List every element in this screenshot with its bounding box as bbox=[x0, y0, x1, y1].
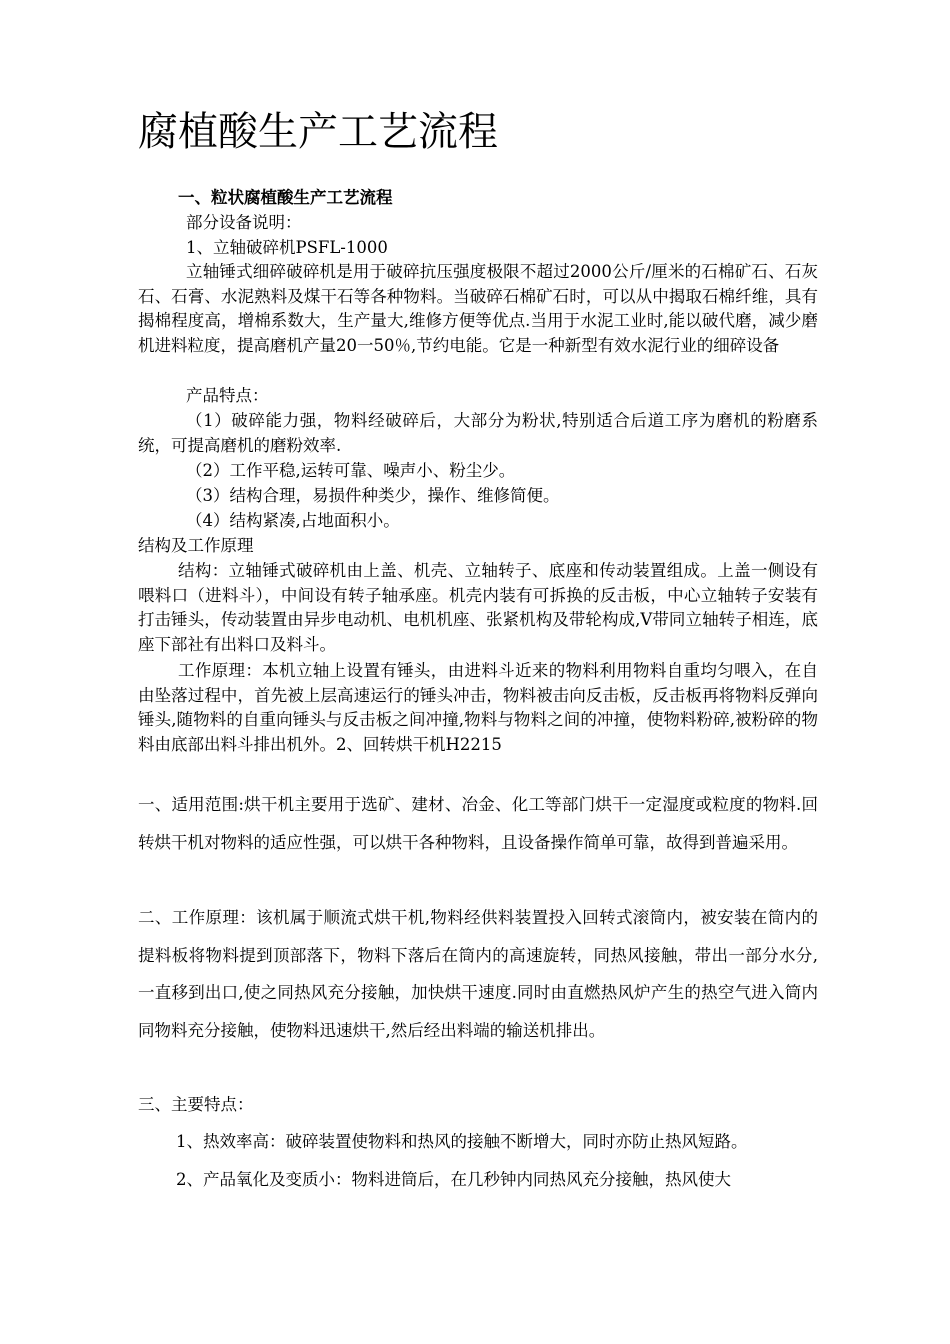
machine-heading: 1、立轴破碎机PSFL-1000 bbox=[186, 238, 388, 257]
page-title: 腐植酸生产工艺流程 bbox=[138, 109, 498, 155]
dryer-features-heading: 三、主要特点： bbox=[138, 1095, 254, 1114]
dryer-scope-paragraph: 一、适用范围:烘干机主要用于选矿、建材、冶金、化工等部门烘干一定湿度或粒度的物料.回转烘干机对物料的适应性强，可以烘干各种物料，且设备操作简单可靠，故得到普遍采用。 bbox=[138, 795, 818, 852]
feature-item: （1）破碎能力强，物料经破碎后，大部分为粉状,特别适合后道工序为磨机的粉磨系统，可提高磨机的磨粉效率. bbox=[138, 411, 818, 455]
structure-paragraph: 结构：立轴锤式破碎机由上盖、机壳、立轴转子、底座和传动装置组成。上盖一侧设有喂料口（进料斗），中间设有转子轴承座。机壳内装有可拆换的反击板，中心立轴转子安装有打击锤头，传动装置由异步电动机、电机机座、张紧机构及带轮构成,V带同立轴转子相连，底座下部社有出料口及料斗。 bbox=[138, 561, 818, 654]
equipment-intro: 部分设备说明： bbox=[186, 213, 302, 232]
structure-heading: 结构及工作原理 bbox=[138, 536, 254, 555]
feature-item: （4）结构紧凑,占地面积小。 bbox=[186, 511, 400, 530]
dryer-principle-paragraph: 二、工作原理：该机属于顺流式烘干机,物料经供料装置投入回转式滚筒内，被安装在筒内的提料板将物料提到顶部落下，物料下落后在筒内的高速旋转，同热风接触，带出一部分水分,一直移到出口,使之同热风充分接触，加快烘干速度.同时由直燃热风炉产生的热空气进入筒内同物料充分接触，使物料迅速烘干,然后经出料端的输送机排出。 bbox=[138, 908, 818, 1040]
dryer-feature-item: 1、热效率高：破碎装置使物料和热风的接触不断增大，同时亦防止热风短路。 bbox=[176, 1132, 748, 1151]
feature-item: （2）工作平稳,运转可靠、噪声小、粉尘少。 bbox=[186, 461, 516, 480]
feature-item: （3）结构合理，易损件种类少，操作、维修简便。 bbox=[186, 486, 560, 505]
section-heading: 一、粒状腐植酸生产工艺流程 bbox=[178, 188, 393, 207]
principle-paragraph: 工作原理：本机立轴上设置有锤头，由进料斗近来的物料利用物料自重均匀喂入，在自由坠落过程中，首先被上层高速运行的锤头冲击，物料被击向反击板，反击板再将物料反弹向锤头,随物料的自重向锤头与反击板之间冲撞,物料与物料之间的冲撞，使物料粉碎,被粉碎的物料由底部出料斗排出机外。2、回转烘干机H2215 bbox=[138, 661, 818, 754]
dryer-feature-item: 2、产品氧化及变质小：物料进筒后，在几秒钟内同热风充分接触，热风使大 bbox=[176, 1170, 731, 1189]
machine-description: 立轴锤式细碎破碎机是用于破碎抗压强度极限不超过2000公斤/厘米的石棉矿石、石灰石、石膏、水泥熟料及煤干石等各种物料。当破碎石棉矿石时，可以从中揭取石棉纤维，具有揭棉程度高，增棉系数大，生产量大,维修方便等优点.当用于水泥工业时,能以破代磨，减少磨机进料粒度，提高磨机产量20一50％,节约电能。它是一种新型有效水泥行业的细碎设备 bbox=[138, 262, 818, 355]
features-heading: 产品特点： bbox=[186, 386, 269, 405]
